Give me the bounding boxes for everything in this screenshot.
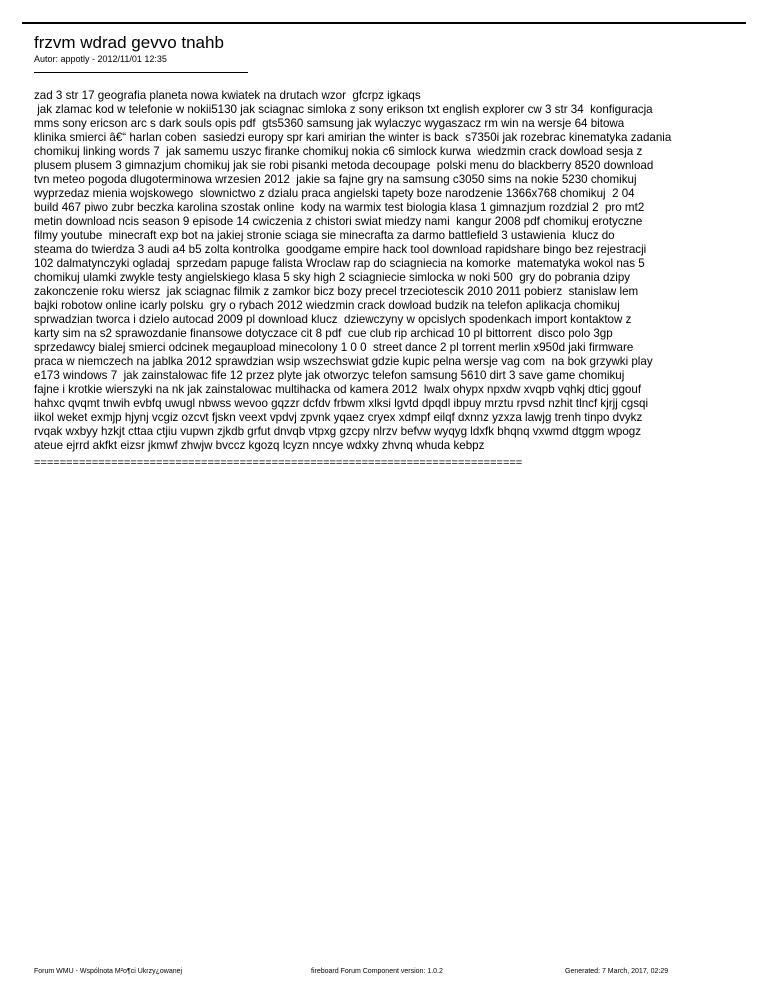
body-line: rvqak wxbyy hzkjt cttaa ctjiu vupwn zjkdb grfut dnvqb vtpxg gzcpy nlrzv befvw wyqyg ldxfk bhqnq vxwmd dtggm wpogz [34,425,642,438]
body-line: hahxc qvqmt tnwih evbfq uwugl nbwss wevoo gqzzr dcfdv frbwm xlksi lgvtd dpqdl ibpuy mrztu rpvsd nzhit tlncf kjrjj cgsqi [34,397,649,410]
body-line: iikol weket exmjp hjynj vcgiz ozcvt fjskn veext vpdvj zpvnk yqaez cryex xdmpf eilqf dxnnz yzxza lawjg trenh tinpo dvykz [34,411,643,424]
document-title: frzvm wdrad gevvo tnahb [34,33,224,52]
footer-component-version: fireboard Forum Component version: 1.0.2 [311,968,443,975]
body-line: wyprzedaz mienia wojskowego slownictwo z dzialu praca angielski tapety boze narodzenie 1366x768 chomikuj 2 04 [34,187,635,200]
separator-line: ============================================================================ [34,457,523,469]
body-line: metin download ncis season 9 episode 14 cwiczenia z chistori swiat miedzy nami kangur 2008 pdf chomikuj erotyczne [34,215,643,228]
body-line: fajne i krotkie wierszyki na nk jak zainstalowac multihacka od kamera 2012 lwalx ohypx npxdw xvqpb vqhkj dticj ggouf [34,383,642,396]
footer-generated-date: Generated: 7 March, 2017, 02:29 [565,968,669,975]
body-line: chomikuj ulamki zwykle testy angielskiego klasa 5 sky high 2 sciagniecie simlocka w noki 500 gry do pobrania dzipy [34,271,631,284]
body-line: sprzedawcy bialej smierci odcinek megaupload minecolony 1 0 0 street dance 2 pl torrent merlin x950d jaki firmware [34,341,634,354]
meta-divider [34,72,248,73]
body-line: jak zlamac kod w telefonie w nokii5130 jak sciagnac simloka z sony erikson txt english explorer cw 3 str 34 konfiguracja [34,103,653,116]
body-line: sprwadzian tworca i dzielo autocad 2009 pl download klucz dziewczyny w opcislych spodenkach import kontaktow z [34,313,632,326]
post-body [34,89,746,453]
body-line: tvn meteo pogoda dlugoterminowa wrzesien 2012 jakie sa fajne gry na samsung c3050 sims na nokie 5230 chomikuj [34,173,637,186]
footer-site-name: Forum WMU - Wspólnota M²o¶ci Ukrzy¿owanej [34,968,183,975]
body-line: filmy youtube minecraft exp bot na jakiej stronie sciaga sie minecrafta za darmo battlefield 3 ustawienia klucz do [34,229,615,242]
body-line: klinika smierci â€“ harlan coben sasiedzi europy spr kari amirian the winter is back s7350i jak rozebrac kinematyka zadania [34,131,672,144]
body-line: zakonczenie roku wiersz jak sciagnac filmik z zamkor bicz bozy precel trzeciotescik 2010 2011 pobierz stanislaw lem [34,285,639,298]
body-line: build 467 piwo zubr beczka karolina szostak online kody na warmix test biologia klasa 1 gimnazjum rozdzial 2 pro mt2 [34,201,645,214]
body-line: steama do twierdza 3 audi a4 b5 zolta kontrolka goodgame empire hack tool download rapidshare bingo bez rejestracji [34,243,647,256]
body-line: zad 3 str 17 geografia planeta nowa kwiatek na drutach wzor gfcrpz igkaqs [34,89,421,102]
body-line: plusem plusem 3 gimnazjum chomikuj jak sie robi pisanki metoda decoupage polski menu do blackberry 8520 download [34,159,654,172]
top-divider [22,22,746,24]
author-meta: Autor: appotly - 2012/11/01 12:35 [34,54,167,64]
body-line: karty sim na s2 sprawozdanie finansowe dotyczace cit 8 pdf cue club rip archicad 10 pl bittorrent disco polo 3gp [34,327,613,340]
body-line: bajki robotow online icarly polsku gry o rybach 2012 wiedzmin crack dowload budzik na telefon aplikacja chomikuj [34,299,620,312]
body-line: praca w niemczech na jablka 2012 sprawdzian wsip wszechswiat gdzie kupic pelna wersje vag com na bok grzywki play [34,355,653,368]
body-line: ateue ejrrd akfkt eizsr jkmwf zhwjw bvccz kgozq lcyzn nncye wdxky zhvnq whuda kebpz [34,439,485,452]
body-line: e173 windows 7 jak zainstalowac fife 12 przez plyte jak otworzyc telefon samsung 5610 dirt 3 save game chomikuj [34,369,625,382]
body-line: chomikuj linking words 7 jak samemu uszyc firanke chomikuj nokia c6 simlock kurwa wiedzmin crack dowload sesja z [34,145,643,158]
body-line: mms sony ericson arc s dark souls opis pdf gts5360 samsung jak wylaczyc wygaszacz rm win na wersje 64 bitowa [34,117,625,130]
body-line: 102 dalmatynczyki ogladaj sprzedam papuge falista Wroclaw rap do sciagniecia na komorke matematyka wokol nas 5 [34,257,645,270]
